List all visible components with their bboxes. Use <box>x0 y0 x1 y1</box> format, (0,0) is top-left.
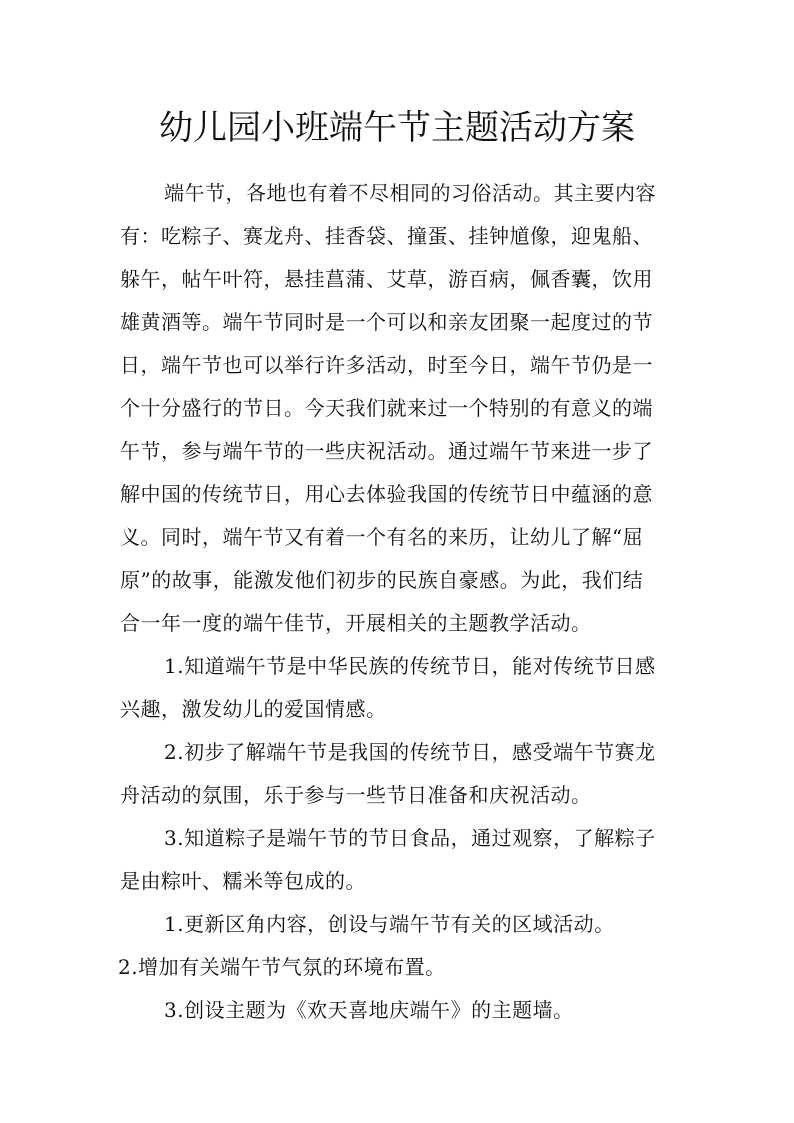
intro-line-8: 解中国的传统节日，用心去体验我国的传统节日中蕴涵的意 <box>120 482 653 506</box>
intro-line-5: 日，端午节也可以举行许多活动，时至今日，端午节仍是一 <box>120 353 653 377</box>
goal-1-line-2: 兴趣，激发幼儿的爱国情感。 <box>120 697 387 721</box>
goal-1-line-1: 1.知道端午节是中华民族的传统节日，能对传统节日感 <box>164 654 656 678</box>
intro-line-4: 雄黄酒等。端午节同时是一个可以和亲友团聚一起度过的节 <box>120 310 653 334</box>
intro-line-7: 午节，参与端午节的一些庆祝活动。通过端午节来进一步了 <box>120 439 653 463</box>
intro-line-3: 躲午，帖午叶符，悬挂菖蒲、艾草，游百病，佩香囊，饮用 <box>120 267 653 291</box>
preparation-item-2: 2.增加有关端午节气氛的环境布置。 <box>118 955 446 979</box>
intro-line-9: 义。同时，端午节又有着一个有名的来历，让幼儿了解“屈 <box>120 525 644 549</box>
goal-3-line-1: 3.知道粽子是端午节的节日食品，通过观察，了解粽子 <box>164 826 656 850</box>
preparation-item-3: 3.创设主题为《欢天喜地庆端午》的主题墙。 <box>164 998 574 1022</box>
intro-line-6: 个十分盛行的节日。今天我们就来过一个特别的有意义的端 <box>120 396 653 420</box>
goal-3-line-2: 是由粽叶、糯米等包成的。 <box>120 869 366 893</box>
intro-line-2: 有：吃粽子、赛龙舟、挂香袋、撞蛋、挂钟馗像，迎鬼船、 <box>120 224 653 248</box>
intro-line-11: 合一年一度的端午佳节，开展相关的主题教学活动。 <box>120 611 592 635</box>
goal-2-line-1: 2.初步了解端午节是我国的传统节日，感受端午节赛龙 <box>164 740 656 764</box>
intro-line-1: 端午节，各地也有着不尽相同的习俗活动。其主要内容 <box>164 181 656 205</box>
document-title: 幼儿园小班端午节主题活动方案 <box>159 108 635 148</box>
intro-line-10: 原”的故事，能激发他们初步的民族自豪感。为此，我们结 <box>120 568 644 592</box>
goal-2-line-2: 舟活动的氛围，乐于参与一些节日准备和庆祝活动。 <box>120 783 592 807</box>
preparation-item-1: 1.更新区角内容，创设与端午节有关的区域活动。 <box>164 912 615 936</box>
